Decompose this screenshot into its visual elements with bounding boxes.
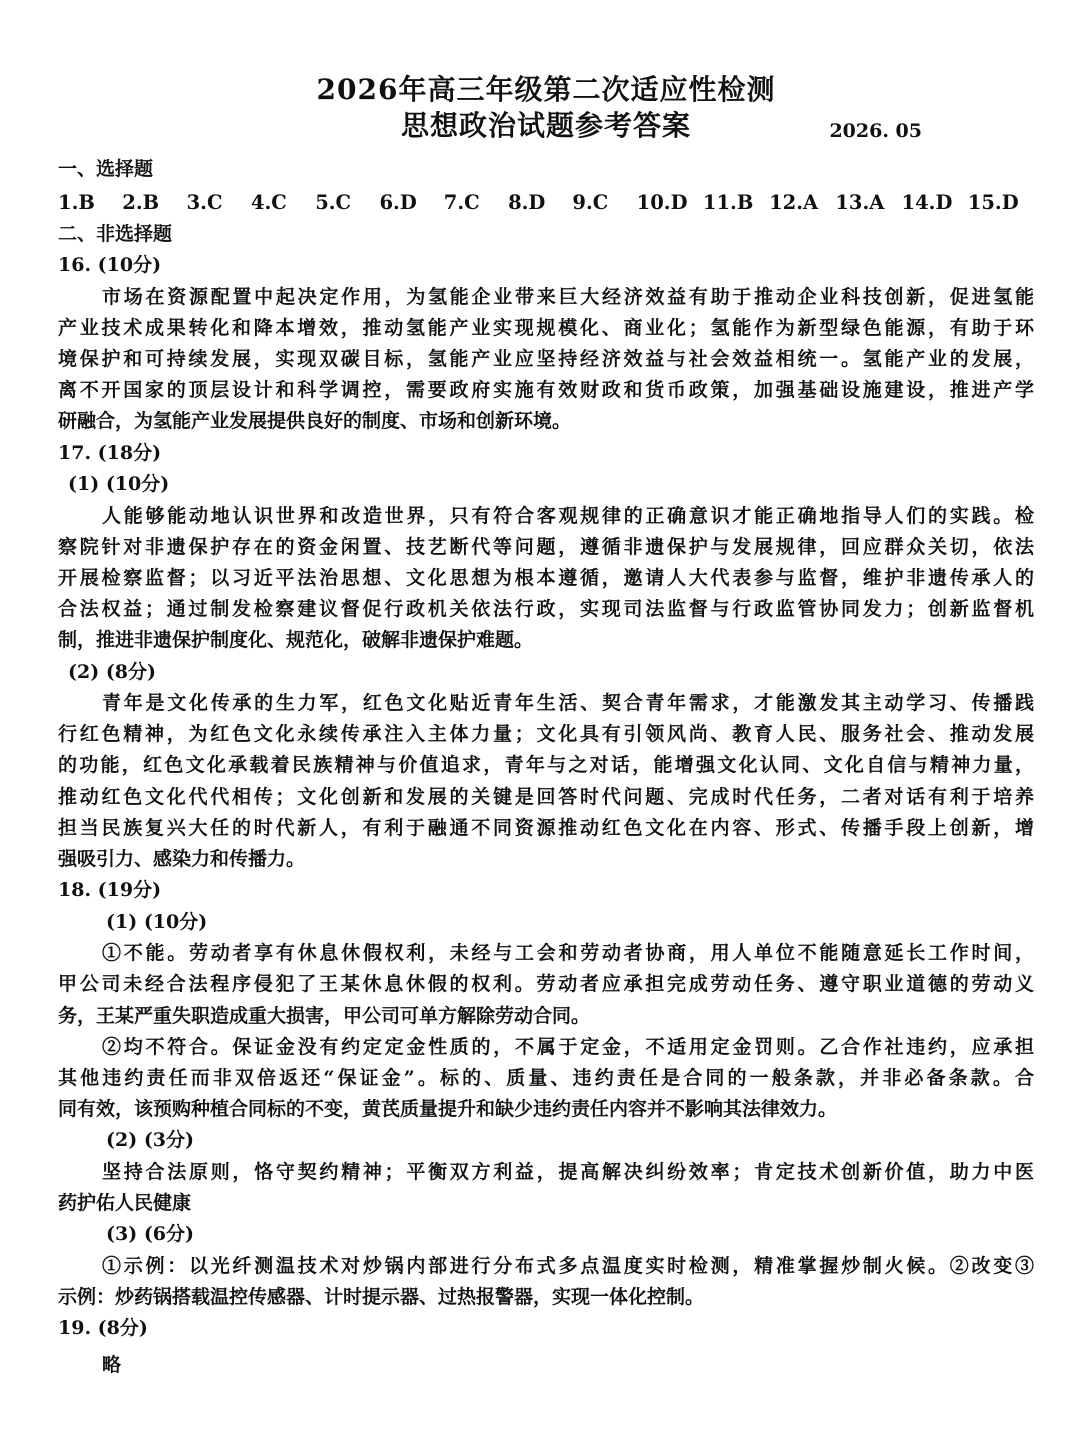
answer-item: 9.C	[572, 190, 609, 214]
answer-item: 14.D	[901, 190, 953, 214]
text-line: 推动红色文化代代相传；文化创新和发展的关键是回答时代问题、完成时代任务，二者对话有利于培养	[58, 785, 1034, 808]
answer-item: 12.A	[769, 190, 819, 214]
q17-part1-answer	[58, 501, 1034, 657]
text-line: 人能够能动地认识世界和改造世界，只有符合客观规律的正确意识才能正确地指导人们的实践。检	[102, 504, 1034, 527]
text-line: 务，王某严重失职造成重大损害，甲公司可单方解除劳动合同。	[58, 1004, 591, 1027]
text-line: 离不开国家的顶层设计和科学调控，需要政府实施有效财政和货币政策，加强基础设施建设，推进产学	[58, 379, 1034, 402]
answer-item: 13.A	[835, 190, 885, 214]
text-line: 甲公司未经合法程序侵犯了王某休息休假的权利。劳动者应承担完成劳动任务、遵守职业道德的劳动义	[58, 973, 1034, 996]
title-block	[58, 72, 1034, 152]
text-line: 同有效，该预购种植合同标的不变，黄芪质量提升和缺少违约责任内容并不影响其法律效力。	[58, 1098, 838, 1121]
answer-item: 3.C	[186, 190, 223, 214]
title-line-1: 2026年高三年级第二次适应性检测	[316, 73, 776, 106]
q18-part1-answer	[58, 938, 1034, 1125]
text-line: 其他违约责任而非双倍返还“保证金”。标的、质量、违约责任是合同的一般条款，并非必备条款。合	[58, 1067, 1034, 1090]
text-line: 示例：炒药锅搭载温控传感器、计时提示器、过热报警器，实现一体化控制。	[58, 1286, 705, 1309]
text-line: 察院针对非遗保护存在的资金闲置、技艺断代等问题，遵循非遗保护与发展规律，回应群众关切，依法	[58, 535, 1034, 558]
q17-part2-label: (2) (8分)	[68, 660, 157, 683]
answer-item: 6.D	[379, 190, 417, 214]
answer-item: 11.B	[702, 190, 754, 214]
text-line: 开展检察监督；以习近平法治思想、文化思想为根本遵循，邀请人大代表参与监督，维护非遗传承人的	[58, 566, 1034, 589]
answer-item: 7.C	[443, 190, 480, 214]
q16-answer	[58, 282, 1034, 438]
text-line: ①不能。劳动者享有休息休假权利，未经与工会和劳动者协商，用人单位不能随意延长工作时间，	[102, 942, 1034, 965]
text-line: 行红色精神，为红色文化永续传承注入主体力量；文化具有引领风尚、教育人民、服务社会、推动发展	[58, 723, 1034, 746]
q16-label: 16. (10分)	[58, 254, 162, 276]
q18-part2-label: (2) (3分)	[106, 1129, 195, 1152]
text-line: 研融合，为氢能产业发展提供良好的制度、市场和创新环境。	[58, 410, 572, 433]
document-date: 2026. 05	[829, 120, 922, 142]
text-line: 坚持合法原则，恪守契约精神；平衡双方利益，提高解决纠纷效率；肯定技术创新价值，助力中医	[102, 1160, 1034, 1183]
q18-part1-label: (1) (10分)	[106, 910, 208, 933]
answer-item: 1.B	[58, 190, 95, 214]
text-line: 药护佑人民健康	[58, 1192, 192, 1215]
q18-part2-answer	[58, 1157, 1034, 1219]
q17-part1-label: (1) (10分)	[68, 473, 170, 496]
q18-part3-label: (3) (6分)	[106, 1223, 195, 1246]
text-line: 市场在资源配置中起决定作用，为氢能企业带来巨大经济效益有助于推动企业科技创新，促进氢能	[102, 285, 1034, 308]
answer-item: 8.D	[508, 190, 546, 214]
answer-item: 5.C	[315, 190, 352, 214]
answer-item: 15.D	[967, 190, 1019, 214]
text-line: 强吸引力、感染力和传播力。	[58, 848, 306, 871]
q19-answer: 略	[102, 1353, 122, 1376]
q19-label: 19. (8分)	[58, 1317, 148, 1340]
text-line: 的功能，红色文化承载着民族精神与价值追求，青年与之对话，能增强文化认同、文化自信与精神力量，	[58, 754, 1034, 777]
title-line-2: 思想政治试题参考答案	[400, 109, 691, 142]
q17-part2-answer	[58, 688, 1034, 875]
text-line: ②均不符合。保证金没有约定定金性质的，不属于定金，不适用定金罚则。乙合作社违约，应承担	[102, 1035, 1034, 1058]
text-line: 境保护和可持续发展，实现双碳目标，氢能产业应坚持经济效益与社会效益相统一。氢能产业的发展，	[58, 347, 1034, 370]
text-line: 担当民族复兴大任的时代新人，有利于融通不同资源推动红色文化在内容、形式、传播手段上创新，增	[58, 816, 1034, 839]
text-line: 产业技术成果转化和降本增效，推动氢能产业实现规模化、商业化；氢能作为新型绿色能源，有助于环	[58, 316, 1034, 339]
answer-item: 10.D	[636, 190, 688, 214]
q17-label: 17. (18分)	[58, 441, 162, 464]
section-2-heading: 二、非选择题	[58, 222, 173, 245]
q18-label: 18. (19分)	[58, 879, 162, 902]
answer-item: 2.B	[122, 190, 160, 214]
text-line: 合法权益；通过制发检察建议督促行政机关依法行政，实现司法监督与行政监管协同发力；创新监督机	[58, 598, 1034, 621]
section-1-heading: 一、选择题	[58, 158, 154, 180]
multiple-choice-answers	[58, 186, 1034, 219]
text-line: ①示例：以光纤测温技术对炒锅内部进行分布式多点温度实时检测，精准掌握炒制火候。②改变③	[102, 1254, 1034, 1277]
answer-item: 4.C	[250, 190, 287, 214]
text-line: 制，推进非遗保护制度化、规范化，破解非遗保护难题。	[58, 629, 534, 652]
text-line: 青年是文化传承的生力军，红色文化贴近青年生活、契合青年需求，才能激发其主动学习、传播践	[102, 692, 1034, 715]
q18-part3-answer	[58, 1251, 1034, 1313]
